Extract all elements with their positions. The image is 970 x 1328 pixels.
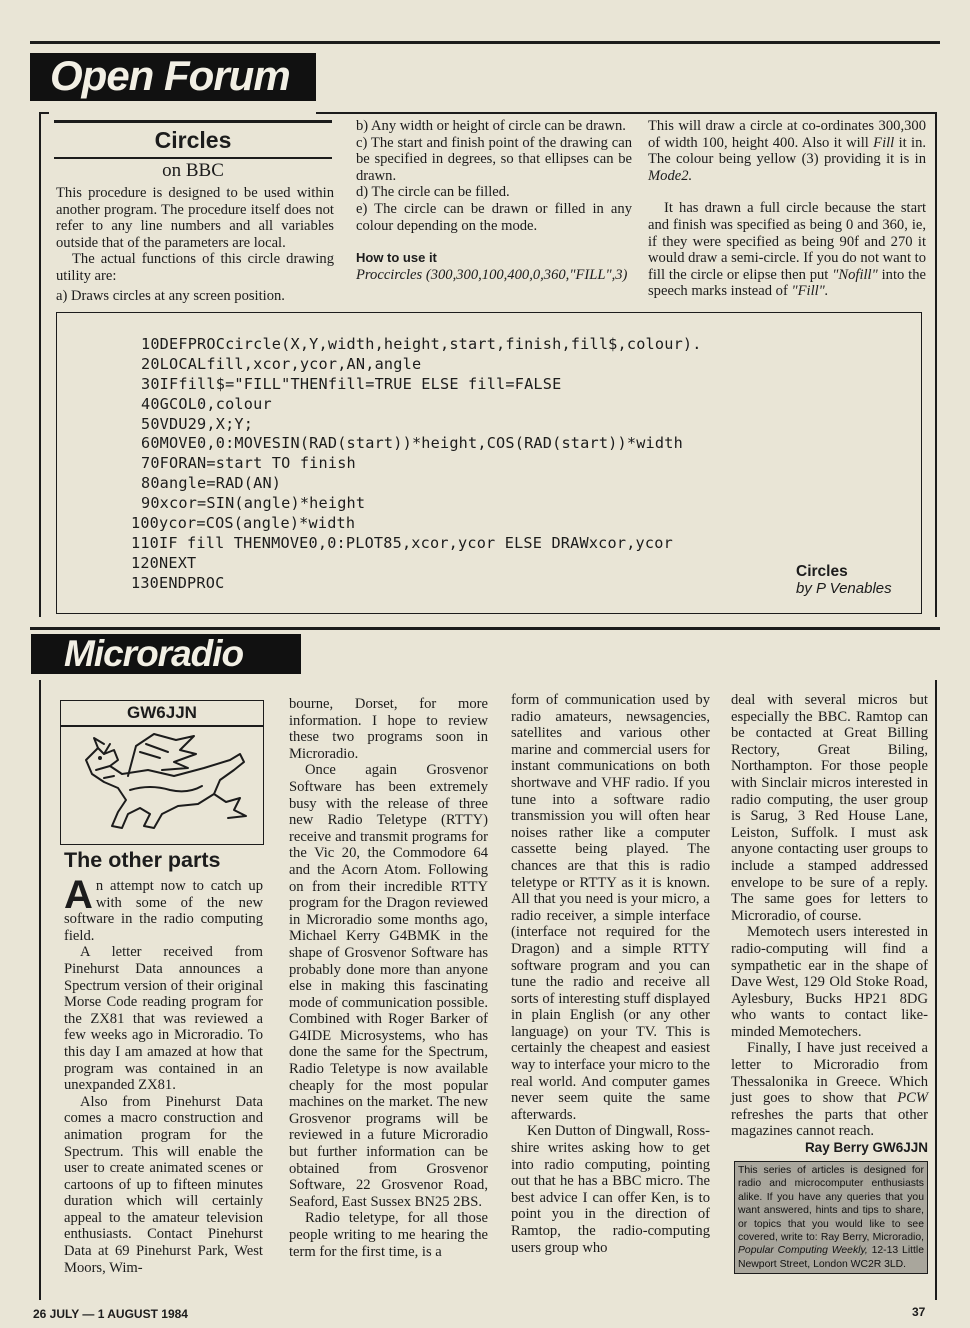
top-rule [30, 41, 940, 44]
circles-col3-para-1: This will draw a circle at co-ordinates 300,300 of width 100, height 400. Also it will Fill it in. The colour being yellow (3) providing it is in Mode2. [648, 118, 927, 184]
microradio-lead: An attempt now to catch up with some of the new software in the radio computing field. [64, 873, 263, 944]
code-line: 80angle=RAD(AN) [141, 474, 282, 492]
signature: Ray Berry GW6JJN [804, 1140, 928, 1156]
footer-date: 26 JULY — 1 AUGUST 1984 [33, 1307, 188, 1321]
microradio-col2-para: bourne, Dorset, for more information. I hope to review these two programs soon in Microradio. [289, 696, 488, 762]
code-line: 30IFfill$="FILL"THENfill=TRUE ELSE fill=FALSE [141, 375, 562, 393]
code-line: 90xcor=SIN(angle)*height [141, 494, 366, 512]
circles-col2-para: e) The circle can be drawn or filled in any colour depending on the mode. [356, 200, 632, 234]
open-forum-box-top-left [39, 112, 49, 114]
code-line: 50VDU29,X;Y; [141, 415, 254, 433]
microradio-col3-para: Ken Dutton of Dingwall, Ross-shire writes asking how to get into radio computing, pointing out that he has a BBC micro. The best advice I can offer Ken, is to point you in the direction of Ramtop, the radio-computing users group who [511, 1123, 710, 1256]
microradio-column-1 [64, 873, 263, 1276]
microradio-box-right [935, 680, 937, 1300]
circles-col1-para: The actual functions of this circle drawing utility are: [56, 251, 334, 284]
microradio-col2-para: Once again Grosvenor Software has been extremely busy with the release of three new Radio Teletype (RTTY) receive and transmit programs for the Vic 20, the Commodore 64 and the Acorn Atom. Following on from their incredible RTTY program for the Dragon reviewed in Microradio some months ago, Michael Kerry G4BMK in the shape of Grosvenor Software has probably done more than anyone else in making this fascinating mode of communication possible. Combined with Roger Barker of G4IDE Microsystems, who has done the same for the Spectrum, Radio Teletype is now available cheaply for the most popular machines on the market. The new Grosvenor programs will be reviewed in a future Microradio but further information can be obtained from Grosvenor Software, 22 Grosvenor Road, Seaford, East Sussex BN25 2BS. [289, 762, 488, 1210]
howto-text: Proccircles (300,300,100,400,0,360,"FILL",3) [356, 266, 628, 283]
open-forum-box-right [935, 112, 937, 617]
circles-subtitle: on BBC [162, 160, 224, 181]
page-number: 37 [912, 1305, 926, 1319]
microradio-col4-para: Memotech users interested in radio-computing will find a sympathetic ear in the shape of Dave West, 129 Old Stoke Road, Aylesbury, Bucks HP21 8DG who wants to contact like-minded Memotechers. [731, 924, 928, 1040]
info-box: This series of articles is designed for radio and microcomputer enthusiasts alike. If you have any queries that you want answered, hints and tips to share, or topics that you would like to see covered, write to: Ray Berry, Microradio, Popular Computing Weekly, 12-13 Little Newport Street, London WC2R 3LD. [734, 1161, 928, 1274]
code-line: 40GCOL0,colour [141, 395, 272, 413]
microradio-box-left [39, 680, 41, 1300]
microradio-top-rule [30, 627, 940, 630]
microradio-col1-para: Also from Pinehurst Data comes a macro construction and animation program for the Spectrum. This will enable the user to create animated scenes or cartoons of up to fifteen minutes duration which will certainly appeal to the amateur television enthusiasts. Contact Pinehurst Data at 69 Pinehurst Park, West Moors, Wim- [64, 1093, 263, 1276]
howto-heading: How to use it [356, 250, 437, 266]
circles-rule-top [54, 120, 332, 123]
open-forum-box-left [39, 112, 41, 617]
code-line: 130ENDPROC [131, 574, 225, 592]
code-line: 60MOVE0,0:MOVESIN(RAD(start))*height,COS(RAD(start))*width [141, 434, 683, 452]
code-line: 70FORAN=start TO finish [141, 454, 356, 472]
circles-col1-para: This procedure is designed to be used within another program. The procedure itself does not refer to any line numbers and all variables outside that of the parameters are local. [56, 185, 334, 251]
microradio-col3-para: form of communication used by radio amateurs, newsagencies, satellites and various other marine and commercial users for instant communications on both shortwave and VHF radio. If you tune into a software radio transmission you will often hear noises rather like a computer cassette being played. The chances are that this is radio teletype or RTTY as it is known. All that you need is your micro, a radio receiver, a simple interface (interface not required for the Dragon) and a simple RTTY software program and you can tune the radio and receive all sorts of interesting stuff displayed in plain English (or any other language) on your TV. This is certainly the cheapest and easiest way to interface your micro to the real world. And computer games never seem quite the same afterwards. [511, 692, 710, 1123]
code-line: 10DEFPROCcircle(X,Y,width,height,start,finish,fill$,colour). [141, 335, 702, 353]
microradio-column-3 [511, 692, 710, 1256]
code-caption-title: Circles [796, 563, 848, 580]
microradio-column-2 [289, 696, 488, 1260]
circles-col2-para: c) The start and finish point of the drawing can be specified in degrees, so that ellipses can be drawn. [356, 134, 632, 184]
open-forum-box-top-right [316, 112, 937, 114]
circles-column-3 [648, 118, 926, 300]
callsign-label: GW6JJN [127, 703, 197, 722]
circles-col1-para: a) Draws circles at any screen position. [56, 287, 285, 304]
code-line: 120NEXT [131, 554, 197, 572]
code-caption-byline: by P Venables [796, 580, 892, 597]
microradio-col4-para: deal with several micros but especially the BBC. Ramtop can be contacted at Great Billing Rectory, Great Biling, Northampton. For those people with Sinclair micros interested in radio computing, the user group is Sarug, 3 Red House Lane, Leiston, Suffolk. I must ask anyone contacting user groups to include a stamped addressed envelope to be sure of a reply. The same goes for letters to Microradio, of course. [731, 692, 928, 924]
microradio-column-4 [731, 692, 928, 1157]
welsh-dragon-icon [70, 730, 254, 840]
circles-rule-mid [54, 157, 332, 159]
microradio-col2-para: Radio teletype, for all those people writing to me hearing the term for the first time, is a [289, 1210, 488, 1260]
other-parts-title: The other parts [64, 848, 221, 872]
circles-column-2 [356, 118, 632, 283]
microradio-banner: Microradio [31, 634, 301, 674]
circles-col3-para-2: It has drawn a full circle because the start and finish was specified as being 0 and 360, ie, if they were specified as being 90f and 270 it would draw a semi-circle. If you do not want to fill the circle or elipse then put "Nofill" into the speech marks instead of "Fill". [648, 200, 927, 300]
code-line: 20LOCALfill,xcor,ycor,AN,angle [141, 355, 422, 373]
drop-cap: A [64, 873, 93, 917]
circles-title: Circles [154, 127, 232, 153]
open-forum-banner: Open Forum [30, 53, 316, 101]
circles-col2-para: b) Any width or height of circle can be drawn. [356, 118, 626, 134]
circles-col2-para: d) The circle can be filled. [356, 184, 510, 201]
code-line: 110IF fill THENMOVE0,0:PLOT85,xcor,ycor ELSE DRAWxcor,ycor [131, 534, 673, 552]
circles-column-1 [56, 185, 334, 304]
microradio-col1-para: A letter received from Pinehurst Data announces a Spectrum version of their original Morse Code reading program for the ZX81 that was reviewed a few weeks ago in Microradio. To this day I am amazed at how that program was contained in an unexpanded ZX81. [64, 944, 263, 1094]
microradio-col4-para: Finally, I have just received a letter to Microradio from Thessalonika in Greece. Which just goes to show that PCW refreshes the parts that other magazines cannot reach. [731, 1040, 928, 1140]
code-line: 100ycor=COS(angle)*width [131, 514, 356, 532]
